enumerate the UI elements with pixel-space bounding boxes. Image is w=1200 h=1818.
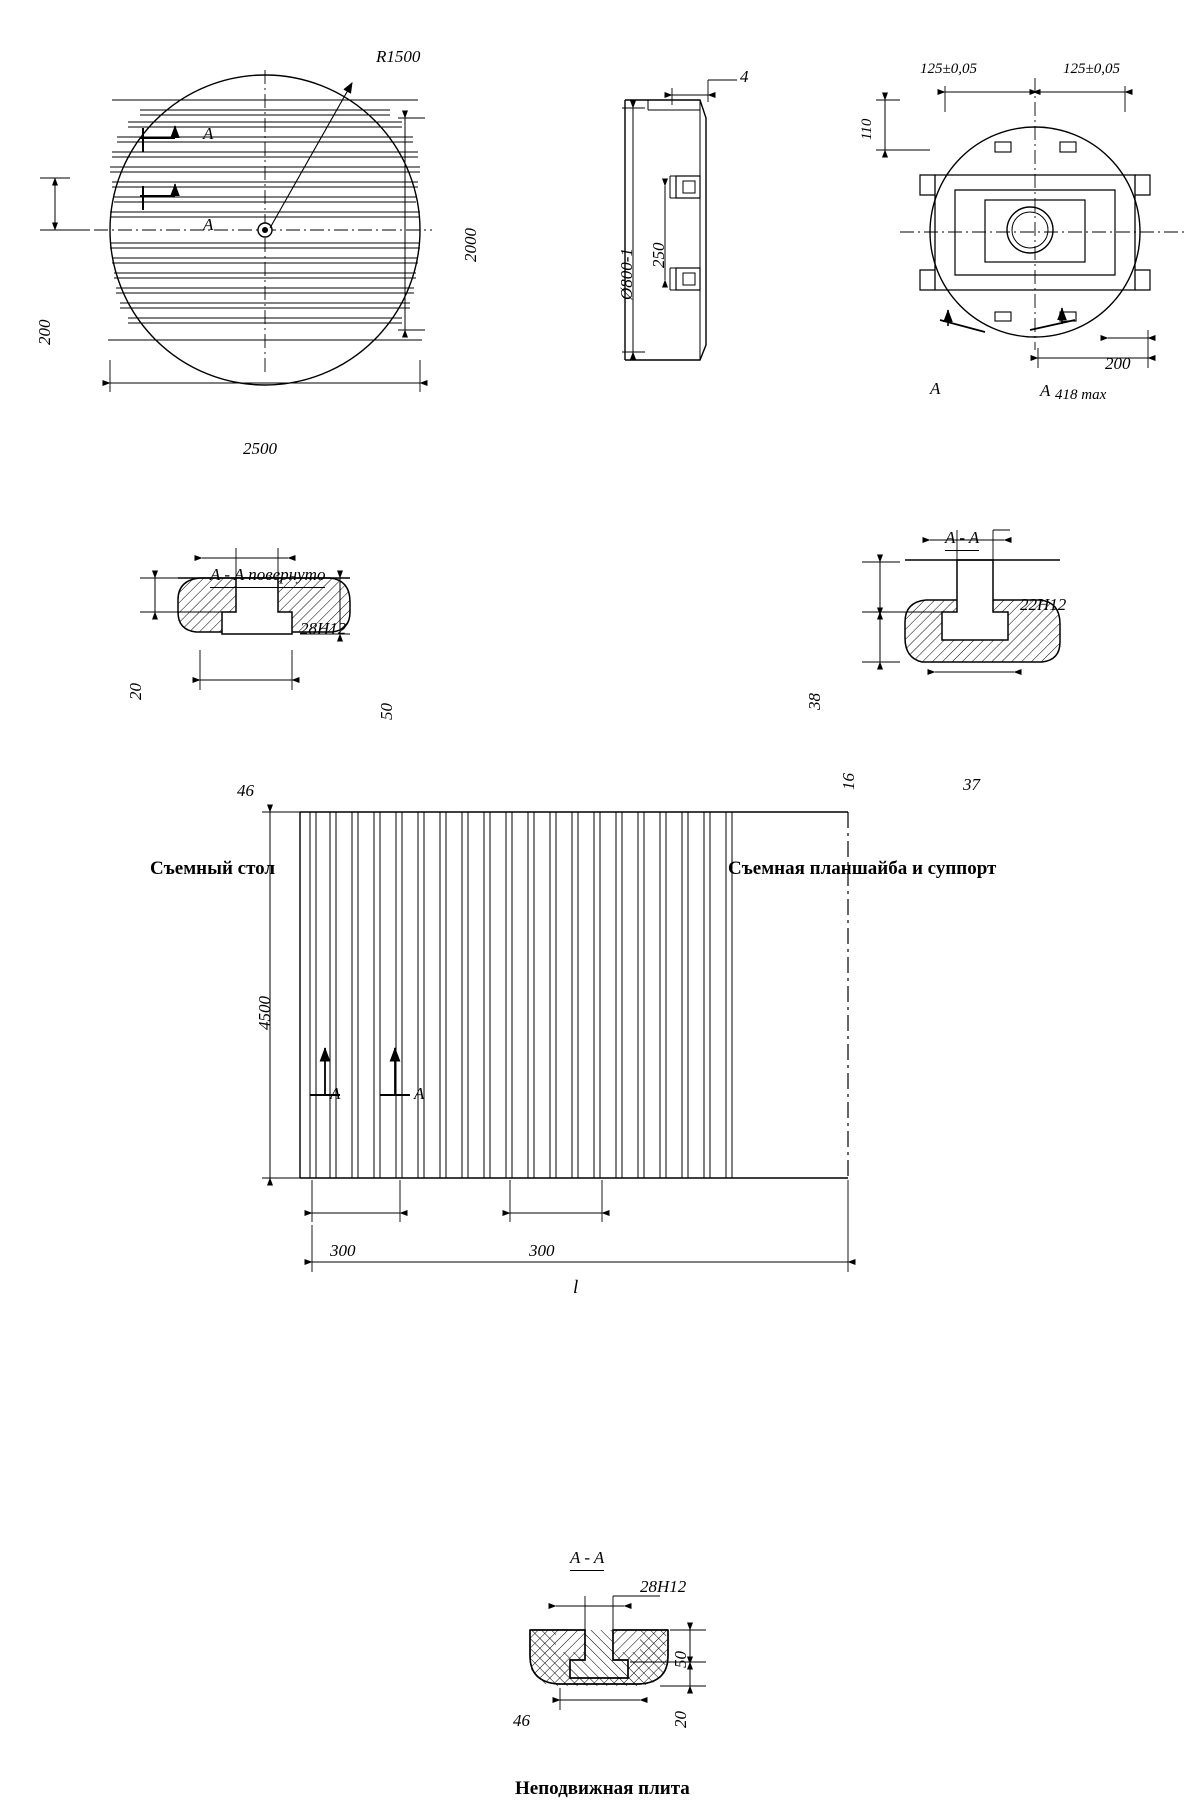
dim-4: 4 (740, 67, 749, 86)
base-section-mark-a-right: A (414, 1084, 425, 1103)
dim-300-left: 300 (330, 1241, 356, 1260)
section-title-aa-base: A - A (570, 1548, 604, 1571)
section-mark-a-left: A (930, 379, 941, 398)
label-radius-r1500: R1500 (376, 47, 421, 66)
dim-46-base: 46 (513, 1711, 530, 1730)
dim-250: 250 (649, 242, 668, 268)
dim-300-right: 300 (529, 1241, 555, 1260)
caption-removable-table: Съемный стол (150, 858, 276, 879)
dim-38: 38 (805, 693, 824, 710)
dim-46-table: 46 (237, 781, 254, 800)
section-mark-a-bottom: A (203, 215, 214, 234)
dim-50-table: 50 (377, 703, 396, 720)
dim-length-l: l (573, 1277, 579, 1298)
dim-200-left: 200 (35, 319, 54, 345)
dim-50-base: 50 (671, 1651, 690, 1668)
section-mark-a-top: A (203, 124, 214, 143)
section-mark-a-right: A (1040, 381, 1051, 400)
slot-28h12-table: 28H12 (300, 619, 347, 638)
dim-125-tol-left: 125±0,05 (920, 61, 977, 77)
base-section-mark-a-left: A (330, 1084, 341, 1103)
dim-37: 37 (963, 775, 980, 794)
dim-20-base: 20 (671, 1711, 690, 1728)
dim-2500: 2500 (243, 439, 277, 458)
section-title-aa-faceplate: A - A (945, 528, 979, 551)
dim-125-tol-right: 125±0,05 (1063, 61, 1120, 77)
dim-110: 110 (859, 118, 875, 140)
dim-418-max: 418 max (1055, 387, 1107, 403)
caption-removable-faceplate: Съемная планшайба и суппорт (728, 858, 997, 879)
dim-200-right: 200 (1105, 354, 1131, 373)
slot-28h12-base: 28H12 (640, 1577, 687, 1596)
dim-diameter-800: Ø800-1 (617, 248, 636, 300)
dim-20-table: 20 (126, 683, 145, 700)
dim-4500: 4500 (255, 996, 274, 1030)
slot-22h12: 22H12 (1020, 595, 1067, 614)
dim-2000: 2000 (461, 228, 480, 262)
section-title-aa-rotated: A - A повернуто (210, 565, 325, 588)
caption-fixed-plate: Неподвижная плита (515, 1778, 690, 1799)
dim-16: 16 (839, 773, 858, 790)
